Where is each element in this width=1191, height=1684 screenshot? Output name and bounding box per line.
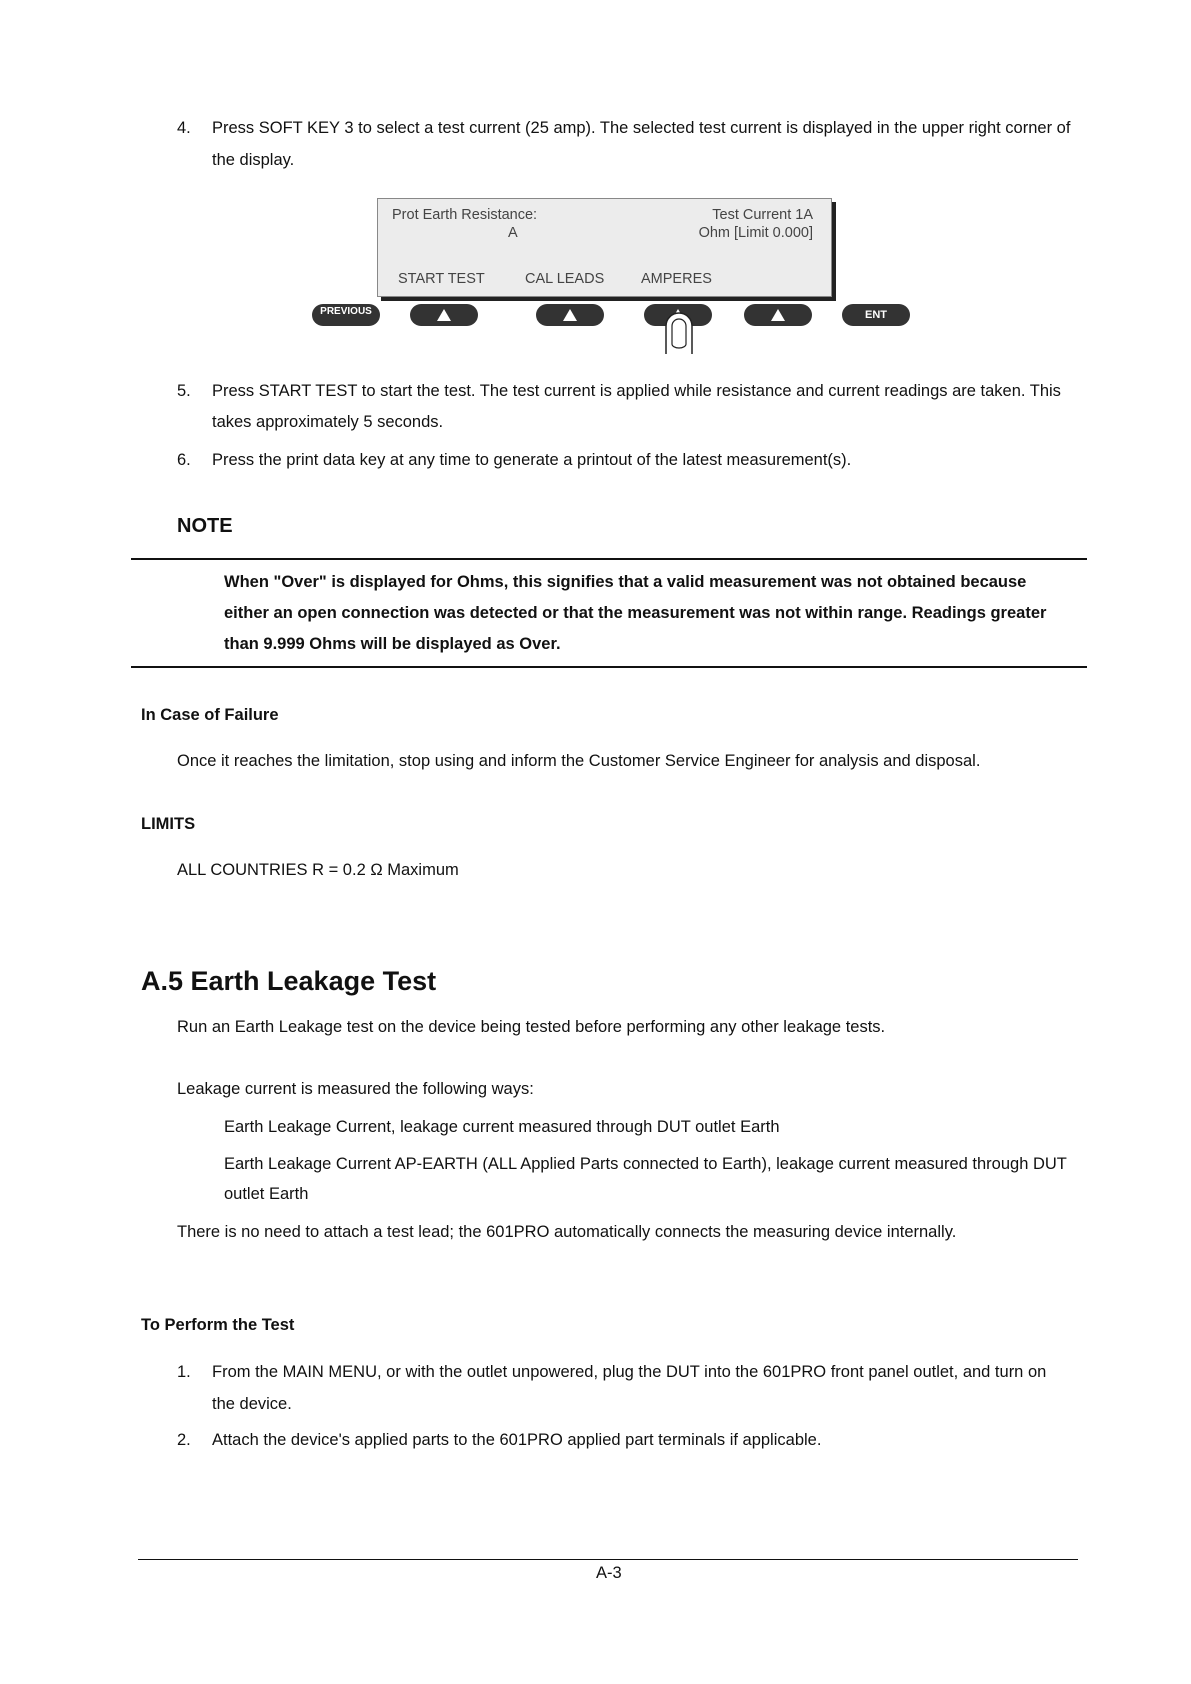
- section-intro: Run an Earth Leakage test on the device being tested before performing any other leakage tests.: [177, 1018, 886, 1036]
- up-arrow-icon: [771, 309, 785, 321]
- section-title: A.5 Earth Leakage Test: [141, 966, 437, 996]
- softkey-2-button[interactable]: [536, 304, 604, 326]
- step-number: 1.: [177, 1363, 191, 1381]
- step-text: takes approximately 5 seconds.: [212, 413, 444, 431]
- no-lead-text: There is no need to attach a test lead; the 601PRO automatically connects the measuring device internally.: [177, 1223, 957, 1241]
- step-text: From the MAIN MENU, or with the outlet unpowered, plug the DUT into the 601PRO front panel outlet, and turn on: [212, 1363, 1047, 1381]
- display-ohm-limit: Ohm [Limit 0.000]: [698, 225, 813, 241]
- display-test-current: Test Current 1A: [712, 207, 813, 223]
- up-arrow-icon: [437, 309, 451, 321]
- step-text: Press SOFT KEY 3 to select a test current (25 amp). The selected test current is displayed in the upper right corner of: [212, 119, 1071, 137]
- limits-heading: LIMITS: [141, 815, 196, 833]
- softkey-4-button[interactable]: [744, 304, 812, 326]
- step-text: the device.: [212, 1395, 292, 1413]
- softkey-1-button[interactable]: [410, 304, 478, 326]
- softkey-label-1: START TEST: [398, 271, 485, 287]
- step-text: Press START TEST to start the test. The test current is applied while resistance and current readings are taken. This: [212, 382, 1061, 400]
- footer-divider: [138, 1559, 1078, 1560]
- ent-button[interactable]: ENT: [842, 304, 910, 326]
- divider: [131, 666, 1087, 668]
- limits-text: ALL COUNTRIES R = 0.2 Ω Maximum: [177, 861, 459, 879]
- perform-heading: To Perform the Test: [141, 1316, 295, 1334]
- step-text: Press the print data key at any time to generate a printout of the latest measurement(s).: [212, 451, 852, 469]
- step-text: the display.: [212, 151, 295, 169]
- step-number: 2.: [177, 1431, 191, 1449]
- finger-press-icon: [662, 312, 696, 354]
- step-number: 5.: [177, 382, 191, 400]
- way-item: Earth Leakage Current AP-EARTH (ALL Applied Parts connected to Earth), leakage current measured through DUT: [224, 1155, 1067, 1173]
- step-number: 4.: [177, 119, 191, 137]
- way-item: outlet Earth: [224, 1185, 309, 1203]
- step-number: 6.: [177, 451, 191, 469]
- way-item: Earth Leakage Current, leakage current measured through DUT outlet Earth: [224, 1118, 780, 1136]
- softkey-label-2: CAL LEADS: [525, 271, 605, 287]
- display-title: Prot Earth Resistance:: [392, 207, 538, 223]
- display-unit-a: A: [508, 225, 518, 241]
- note-text: When "Over" is displayed for Ohms, this signifies that a valid measurement was not obtained because: [224, 573, 1027, 591]
- note-text: either an open connection was detected or that the measurement was not within range. Readings greater: [224, 604, 1047, 622]
- note-text: than 9.999 Ohms will be displayed as Over.: [224, 635, 561, 653]
- previous-button[interactable]: PREVIOUS: [312, 304, 380, 326]
- failure-heading: In Case of Failure: [141, 706, 279, 724]
- softkey-label-3: AMPERES: [641, 271, 712, 287]
- lcd-display: [377, 198, 832, 297]
- note-heading: NOTE: [177, 515, 233, 537]
- ways-intro: Leakage current is measured the following ways:: [177, 1080, 534, 1098]
- failure-text: Once it reaches the limitation, stop using and inform the Customer Service Engineer for analysis and disposal.: [177, 752, 981, 770]
- up-arrow-icon: [563, 309, 577, 321]
- divider: [131, 558, 1087, 560]
- page-number: A-3: [596, 1564, 622, 1582]
- step-text: Attach the device's applied parts to the 601PRO applied part terminals if applicable.: [212, 1431, 822, 1449]
